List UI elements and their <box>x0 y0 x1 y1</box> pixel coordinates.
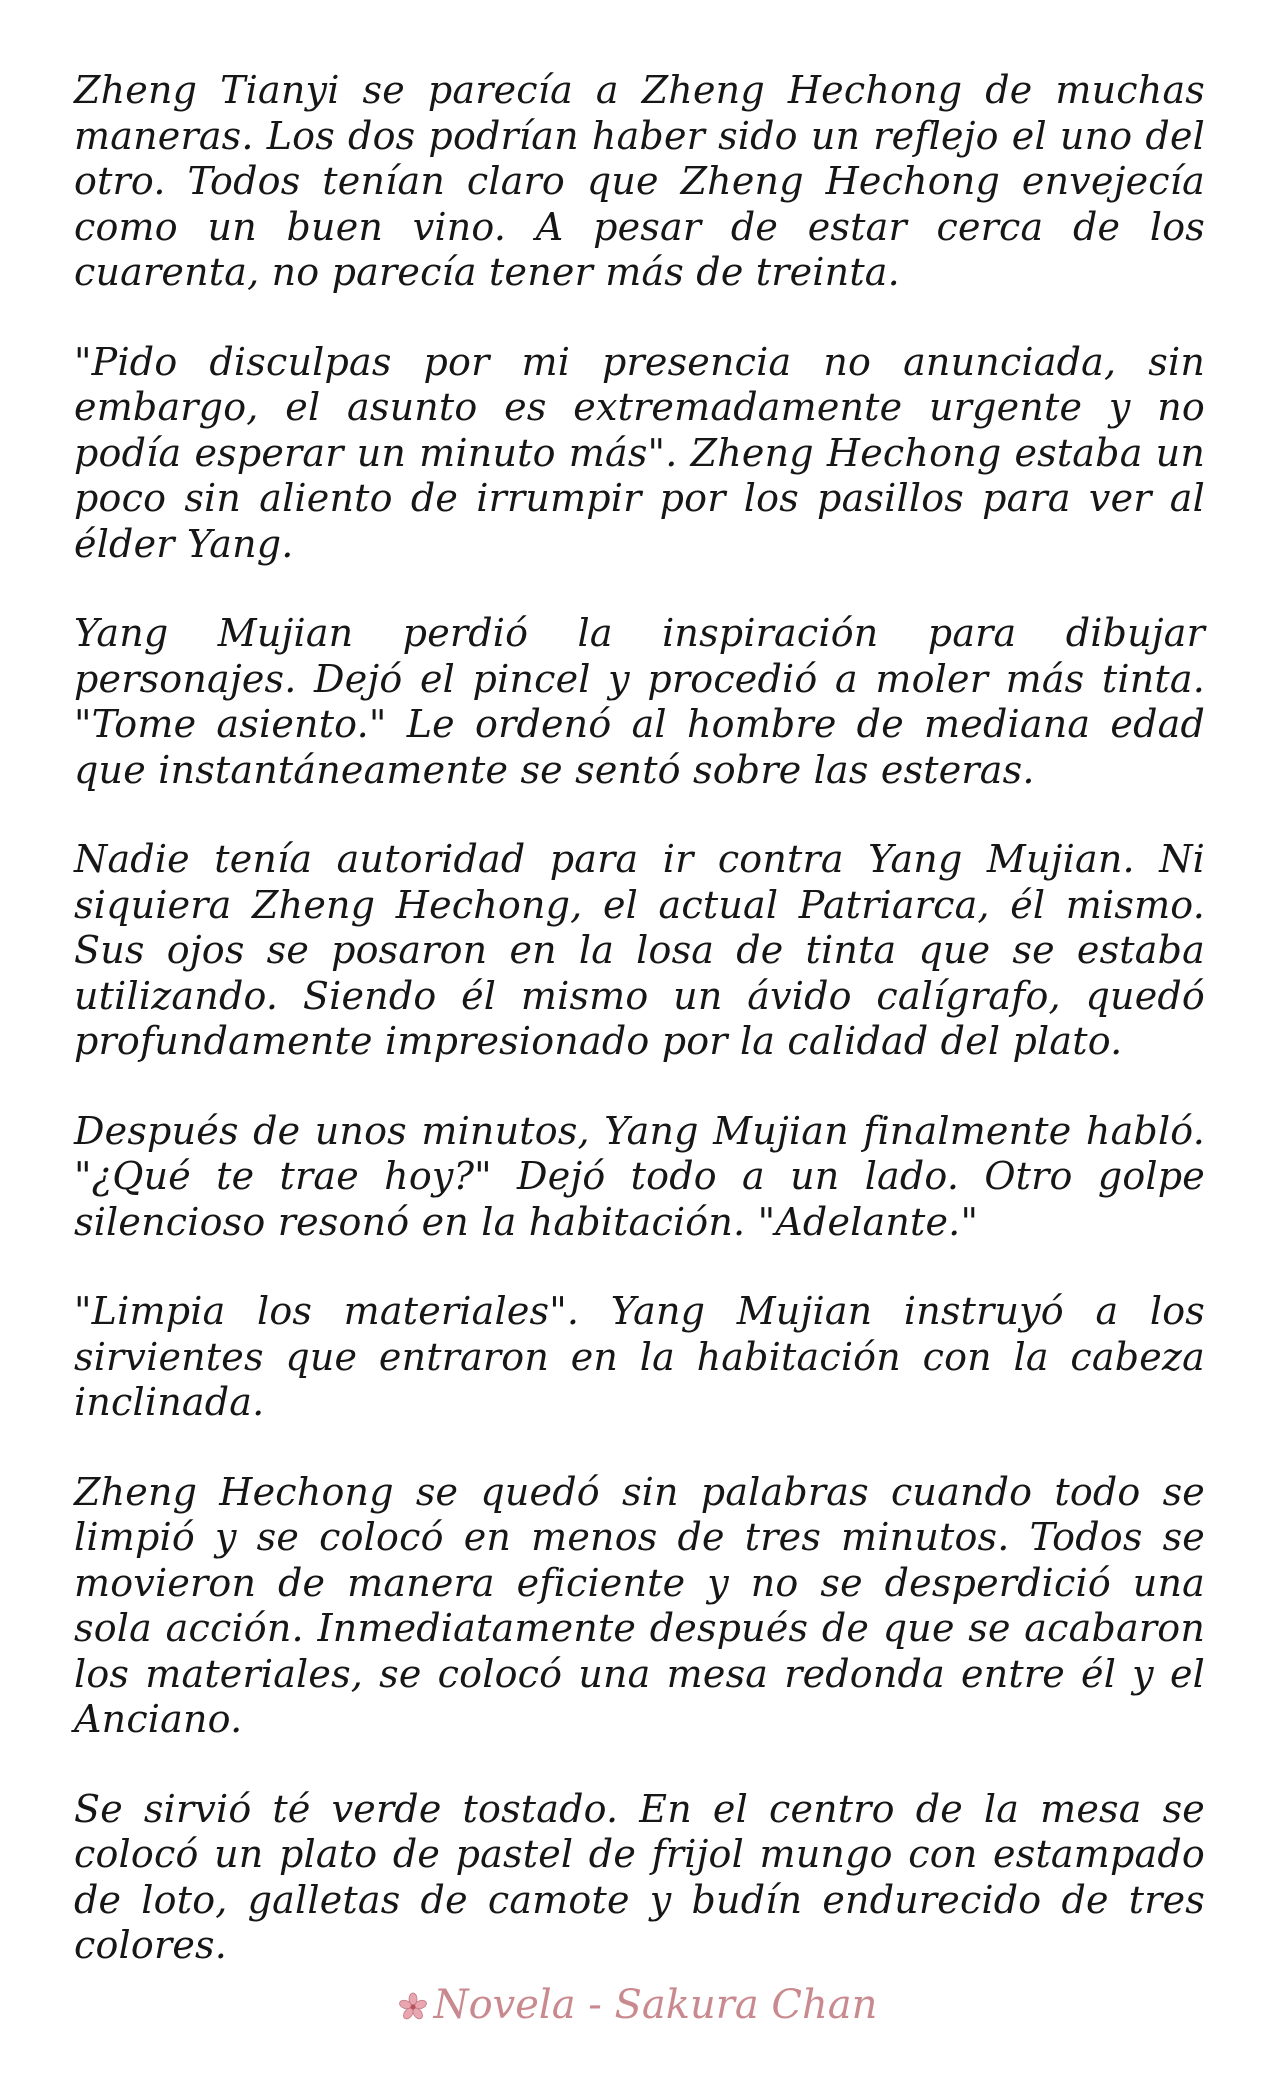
paragraph-7: Zheng Hechong se quedó sin palabras cuando todo se limpió y se colocó en menos de tres minutos. Todos se movieron de manera eficiente y no se desperdició una sola acción. Inmediatamente después de que se acabaron los materiales, se colocó una mesa redonda entre él y el Anciano. <box>74 1469 1205 1741</box>
paragraph-1: Zheng Tianyi se parecía a Zheng Hechong de muchas maneras. Los dos podrían haber sido un reflejo el uno del otro. Todos tenían claro que Zheng Hechong envejecía como un buen vino. A pesar de estar cerca de los cuarenta, no parecía tener más de treinta. <box>74 68 1205 294</box>
watermark <box>0 1982 1275 2028</box>
paragraph-5: Después de unos minutos, Yang Mujian finalmente habló. "¿Qué te trae hoy?" Dejó todo a un lado. Otro golpe silencioso resonó en la habitación. "Adelante." <box>74 1108 1205 1244</box>
paragraph-4: Nadie tenía autoridad para ir contra Yang Mujian. Ni siquiera Zheng Hechong, el actual Patriarca, él mismo. Sus ojos se posaron en la losa de tinta que se estaba utilizando. Siendo él mismo un ávido calígrafo, quedó profundamente impresionado por la calidad del plato. <box>74 837 1205 1063</box>
paragraph-2: "Pido disculpas por mi presencia no anunciada, sin embargo, el asunto es extremadamente urgente y no podía esperar un minuto más". Zheng Hechong estaba un poco sin aliento de irrumpir por los pasillos para ver al élder Yang. <box>74 339 1205 566</box>
sakura-flower-icon <box>398 1986 428 2016</box>
paragraph-6: "Limpia los materiales". Yang Mujian instruyó a los sirvientes que entraron en la habitación con la cabeza inclinada. <box>74 1289 1205 1424</box>
paragraph-8: Se sirvió té verde tostado. En el centro de la mesa se colocó un plato de pastel de frijol mungo con estampado de loto, galletas de camote y budín endurecido de tres colores. <box>74 1786 1205 1967</box>
watermark-text: Novela - Sakura Chan <box>433 1982 878 2028</box>
paragraph-3: Yang Mujian perdió la inspiración para dibujar personajes. Dejó el pincel y procedió a moler más tinta. "Tome asiento." Le ordenó al hombre de mediana edad que instantáneamente se sentó sobre las esteras. <box>74 611 1205 792</box>
document-body <box>74 68 1205 2013</box>
